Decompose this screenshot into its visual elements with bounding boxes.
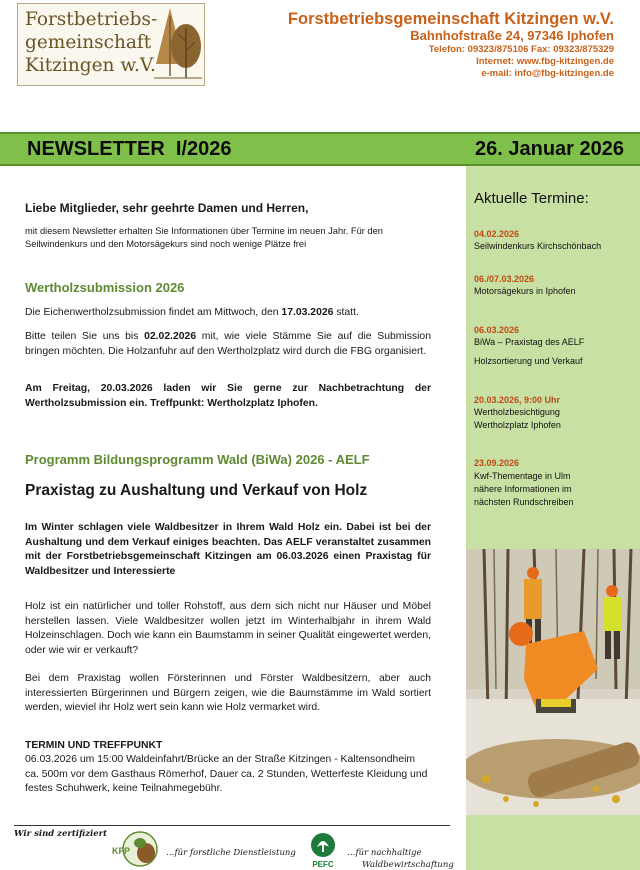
org-name: Forstbetriebsgemeinschaft Kitzingen w.V. [287,10,614,28]
pefc-caption: …für nachhaltige [347,848,422,858]
newsletter-band [0,132,640,166]
org-phone: Telefon: 09323/875106 Fax: 09323/875329 [428,44,614,55]
event-text: nächsten Rundschreiben [474,497,574,507]
forestry-worker-photo [466,549,640,815]
event-date: 04.02.2026 [474,229,520,239]
newsletter-title: NEWSLETTER I/2026 [27,138,232,160]
tree-logo-icon [144,6,204,84]
newsletter-date: 26. Januar 2026 [475,138,624,160]
pefc-logo-icon [306,831,340,869]
org-internet[interactable]: Internet: www.fbg-kitzingen.de [476,56,614,67]
event-date: 06.03.2026 [474,325,520,335]
footer-certifications [0,822,462,870]
praxistag-title: Praxistag zu Aushaltung und Verkauf von Holz [25,482,368,499]
praxistag-paragraph: Holz ist ein natürlicher und toller Rohstoff, aus dem sich nicht nur Häuser und Möbel herstellen lassen. Viele Waldbesitzer wollen jetzt im Winterhalbjahr in ihrem Wald Holzeinschlagen. Doch wie kann ein Baumstamm in seiner Qualität eingewertet werden, oder wie wir er verkauft? [25,601,431,656]
organization-header [288,10,614,80]
termin-heading: TERMIN UND TREFFPUNKT [25,740,163,751]
greeting: Liebe Mitglieder, sehr geehrte Damen und Herren, [25,201,309,215]
kfp-label: KFP [112,846,130,856]
org-email[interactable]: e-mail: info@fbg-kitzingen.de [481,68,614,79]
sidebar-termine [466,166,640,870]
pefc-caption: Waldbewirtschaftung [362,860,454,870]
wertholz-paragraph: Bitte teilen Sie uns bis 02.02.2026 mit, wie viele Stämme Sie auf die Submission bringen möchten. Die Holzanfuhr auf den Wertholzplatz wird durch die FBG organisiert. [25,331,431,357]
termin-text: 06.03.2026 um 15:00 Waldeinfahrt/Brücke an der Straße Kitzingen - Kaltensondheim ca. 500m vor dem Gasthaus Römerhof, Dauer ca. 2 Stunden, Wetterfeste Kleidung und festes Schuhwerk, keine Teilnahmegebühr. [25,754,428,794]
wertholz-paragraph: Die Eichenwertholzsubmission findet am Mittwoch, den 17.03.2026 statt. [25,307,359,318]
event-date: 20.03.2026, 9:00 Uhr [474,395,561,405]
event-date: 23.09.2026 [474,458,520,468]
event-text: Wertholzplatz Iphofen [474,420,561,430]
intro-text: mit diesem Newsletter erhalten Sie Informationen über Termine im neuen Jahr. Für den [25,226,383,236]
logo-text: Forstbetriebs- gemeinschaft Kitzingen w.V. [25,9,158,76]
event-text: Holzsortierung und Verkauf [474,356,583,366]
org-address: Bahnhofstraße 24, 97346 Iphofen [410,28,614,43]
event-text: Kwf-Thementage in Ulm [474,471,571,481]
wertholz-heading: Wertholzsubmission 2026 [25,280,185,295]
event-text: Motorsägekurs in Iphofen [474,286,576,296]
footer-divider [14,825,450,826]
kfp-caption: …für forstliche Dienstleistung [166,848,296,858]
intro-text: Seilwindenkurs und den Motorsägekurs sind noch wenige Plätze frei [25,239,307,249]
pefc-label: PEFC [312,860,334,869]
event-text: BiWa – Praxistag des AELF [474,337,585,347]
praxistag-paragraph: Bei dem Praxistag wollen Försterinnen und Förster Waldbesitzern, aber auch interessierten Bürgerinnen und Bürgern zeigen, wie die Baumstämme im Wald sortiert werden, wieviel ihr Holz wert sein kann wie Holz vermarket wird. [25,673,431,713]
wertholz-invitation: Am Freitag, 20.03.2026 laden wir Sie gerne zur Nachbetrachtung der Wertholzsubmission ein. Treffpunkt: Wertholzplatz Iphofen. [25,383,431,409]
logo [17,3,205,86]
praxistag-lead: Im Winter schlagen viele Waldbesitzer in Ihrem Wald Holz ein. Dabei ist bei der Aushaltung und dem Verkauf einiges beachten. Das AELF veranstaltet zusammen mit der Forstbetriebsgemeinschaft Kitzingen am 06.03.2026 einen Praxistag für Waldbesitzer und Interessierte [25,522,431,577]
event-text: Wertholzbesichtigung [474,407,560,417]
event-text: Seilwindenkurs Kirchschönbach [474,241,602,251]
event-text: nähere Informationen im [474,484,572,494]
kfp-logo-icon [110,829,162,869]
sidebar-title: Aktuelle Termine: [474,190,589,207]
event-date: 06./07.03.2026 [474,274,535,284]
certified-label: Wir sind zertifiziert [14,829,108,839]
biwa-heading: Programm Bildungsprogramm Wald (BiWa) 2026 - AELF [25,452,370,467]
